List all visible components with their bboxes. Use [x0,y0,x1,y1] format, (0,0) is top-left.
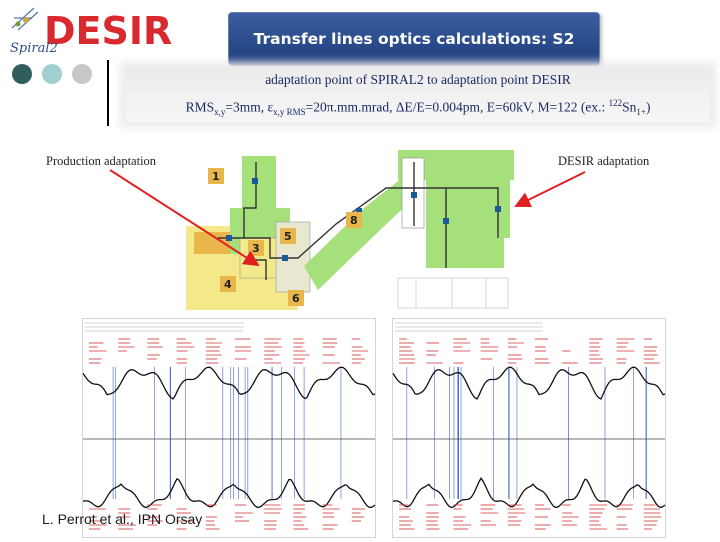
room-number-4: 4 [224,278,232,291]
logo-subtext: Spiral2 [10,41,58,56]
room-number-1: 1 [212,170,220,183]
room-number-5: 5 [284,230,292,243]
room-number-6: 6 [292,292,300,305]
room-number-8: 8 [350,214,358,227]
subtitle-line-2: $RMS_{x,y}=3mm$, $\varepsilon_{x,y RMS}=20\pi.mm.mrad$, ΔE/E=0.004pm, E=60kV, M=122 (ex.: $^{122}Sn_{1+}$) [185,98,651,118]
slide-title: Transfer lines optics calculations: S2 [253,30,575,48]
room-number-3: 3 [252,242,260,255]
label-desir-adaptation: DESIR adaptation [558,154,650,168]
subtitle-line-1: adaptation point of SPIRAL2 to adaptation point DESIR [265,72,571,87]
logo-text: DESIR [44,9,173,53]
label-production-adaptation: Production adaptation [46,154,157,168]
credit-text: L. Perrot et al., IPN Orsay [42,511,203,527]
arrow-desir [516,172,585,206]
arrow-production [110,170,258,265]
